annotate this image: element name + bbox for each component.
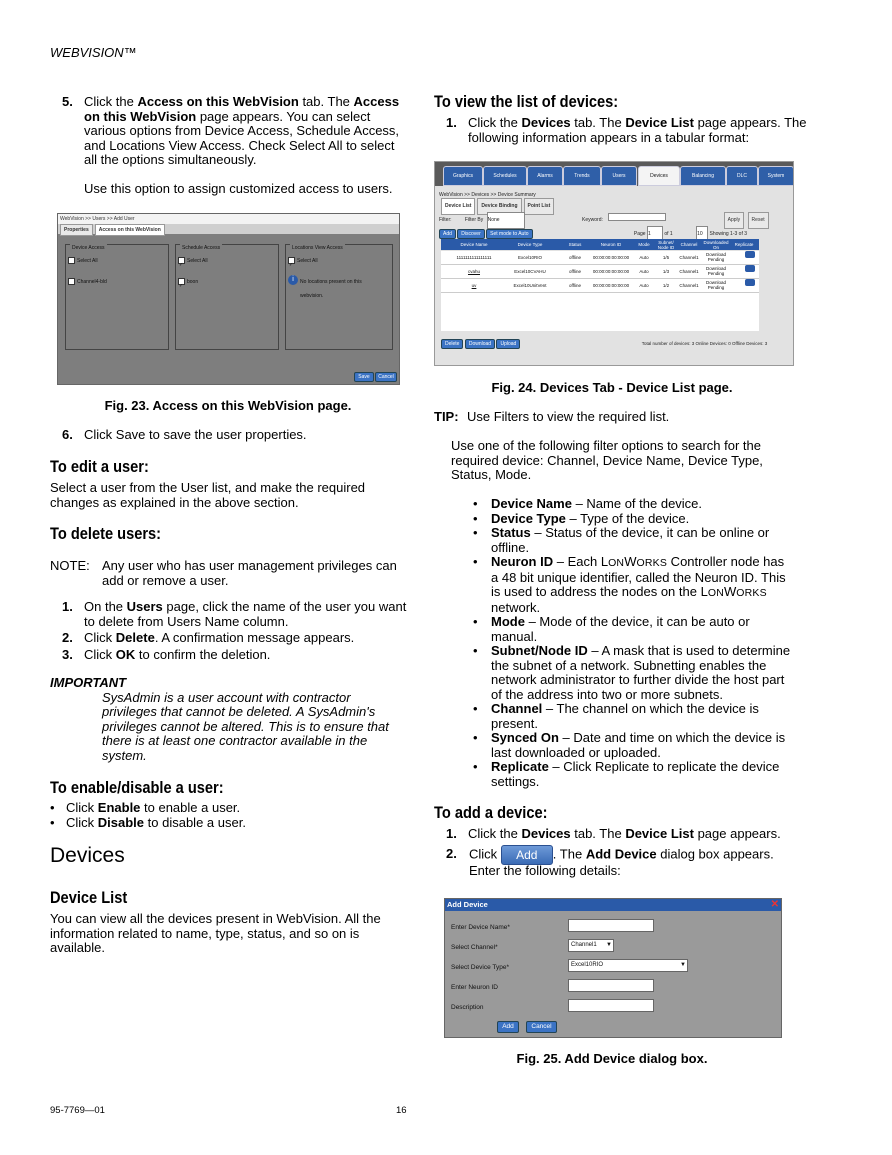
fig25-caption: Fig. 25. Add Device dialog box. xyxy=(516,1051,708,1066)
fig23-caption: Fig. 23. Access on this WebVision page. xyxy=(104,398,352,413)
footer-doc-id: 95-7769—01 xyxy=(50,1105,105,1116)
field-label: Select Device Type* xyxy=(451,964,510,971)
info-text: No locations present on this webvision. xyxy=(300,278,362,299)
table-cell: Excel10UnitVent xyxy=(513,283,547,288)
table-cell: 1/5 xyxy=(662,255,670,260)
group-legend: Device Access xyxy=(70,241,107,256)
column-header[interactable]: Mode xyxy=(638,242,650,247)
save-button[interactable]: Save xyxy=(354,372,374,382)
step-text: . The Add Device dialog box appears. xyxy=(552,846,774,862)
fig24-screenshot xyxy=(434,161,794,366)
list-item: • Synced On – Date and time on which the device is last downloaded or uploaded. xyxy=(473,731,793,760)
page-of: of 1 xyxy=(664,231,673,237)
footer-page-number: 16 xyxy=(396,1105,407,1116)
checkbox[interactable] xyxy=(68,278,75,285)
table-cell: Auto xyxy=(639,283,649,288)
delete-note xyxy=(50,559,410,588)
checkbox[interactable]: ✓ xyxy=(178,257,185,264)
dialog-add-button[interactable]: Add xyxy=(497,1021,519,1033)
checkbox-label: boon xyxy=(187,278,199,285)
tab-balancing[interactable]: Balancing xyxy=(680,166,726,186)
device-list-text: You can view all the devices present in WebVision. All the information related to name, type, status, and so on is available. xyxy=(50,911,381,955)
step-5-text: Click the Access on this WebVision tab. The Access on this WebVision page appears. You can select various options from Device Access, Schedule Access, and Locations View Access. Check Select All to select all the options simultaneously. xyxy=(84,94,400,167)
tab-devices[interactable]: Devices xyxy=(638,166,680,186)
step-6-text: Click Save to save the user properties. xyxy=(84,427,307,442)
important-text: SysAdmin is a user account with contractor privileges that cannot be deleted. A SysAdmin's privileges cannot be altered. This is to ensure that there is at least one contractor available in the system. xyxy=(102,689,389,763)
checkbox[interactable]: ✓ xyxy=(178,278,185,285)
checkbox-label: Select All xyxy=(297,258,318,264)
tip-text: Use Filters to view the required list. xyxy=(467,409,670,424)
page-label: Page xyxy=(633,231,646,237)
table-cell: Excel10RIO xyxy=(517,255,542,260)
add-device-dialog xyxy=(444,898,782,1038)
checkbox-label: Select All xyxy=(77,258,98,264)
checkbox[interactable] xyxy=(68,257,75,264)
list-item: • Device Name – Name of the device. xyxy=(473,497,793,512)
upload-button[interactable]: Upload xyxy=(496,339,520,349)
dialog-title xyxy=(445,899,781,911)
page-input[interactable]: 1 xyxy=(647,226,663,243)
group-legend: Schedule Access xyxy=(180,241,222,256)
schedule-access-group xyxy=(175,244,279,350)
subtab-device-binding[interactable]: Device Binding xyxy=(477,198,521,215)
column-header[interactable]: Device Type xyxy=(517,242,543,247)
step-number: 1. xyxy=(62,599,73,614)
device-totals: Total number of devices: 3 Online Devices: 0 Offline Devices: 3 xyxy=(641,341,768,346)
device-access-group xyxy=(65,244,169,350)
step-number: 2. xyxy=(446,846,457,862)
subtab-device-list[interactable]: Device List xyxy=(441,198,475,215)
enable-user-list xyxy=(50,801,390,830)
tip-label: TIP: xyxy=(434,409,459,424)
table-cell: Channel1 xyxy=(679,283,699,288)
view-devices-step xyxy=(434,116,828,145)
step-text: Click OK to confirm the deletion. xyxy=(84,646,271,662)
table-cell[interactable]: cvahu xyxy=(467,269,480,274)
delete-button[interactable]: Delete xyxy=(441,339,463,349)
list-item: • Channel – The channel on which the device is present. xyxy=(473,702,793,731)
table-cell: Auto xyxy=(639,255,649,260)
pager xyxy=(634,231,747,237)
enable-user-heading: To enable/disable a user: xyxy=(50,778,224,797)
table-cell: Auto xyxy=(639,269,649,274)
field-label: Description xyxy=(451,1004,484,1011)
table-cell: 00:00:00:00:00:00 xyxy=(592,283,630,288)
note-label: NOTE: xyxy=(50,558,90,573)
breadcrumb: WebVision >> Devices >> Device Summary xyxy=(439,192,536,198)
channel-select[interactable] xyxy=(568,939,614,952)
checkbox-row[interactable] xyxy=(68,275,168,290)
filter-by-label: Filter By xyxy=(464,217,484,223)
device-list-heading: Device List xyxy=(50,888,128,907)
table-cell: offline xyxy=(569,283,581,288)
field-label: Enter Neuron ID xyxy=(451,984,498,991)
fig24-caption: Fig. 24. Devices Tab - Device List page. xyxy=(491,380,733,395)
list-item: • Neuron ID – Each LONWORKS Controller node has a 48 bit unique identifier, called the Neuron ID. This is used to address the nodes on the LONWORKS network. xyxy=(473,555,793,615)
step-number: 6. xyxy=(62,427,73,442)
edit-user-heading: To edit a user: xyxy=(50,457,149,476)
step-number: 2. xyxy=(62,630,73,645)
table-row[interactable] xyxy=(441,251,759,265)
device-name-input[interactable] xyxy=(568,919,654,932)
tab-properties[interactable]: Properties xyxy=(60,224,93,236)
table-cell: Download Pending xyxy=(705,280,726,290)
keyword-input[interactable] xyxy=(608,213,666,221)
table-cell: Download Pending xyxy=(705,252,726,262)
dialog-title-text: Add Device xyxy=(447,900,488,909)
add-device-heading: To add a device: xyxy=(434,803,548,822)
step-5-note: Use this option to assign customized access to users. xyxy=(84,180,393,196)
column-header[interactable]: Neuron ID xyxy=(600,242,622,247)
checkbox-row[interactable] xyxy=(178,254,278,269)
list-item: • Click Enable to enable a user. xyxy=(50,801,390,816)
info-message xyxy=(292,275,364,304)
info-icon: i xyxy=(288,275,298,285)
table-empty-area xyxy=(441,293,759,331)
table-cell[interactable]: 1111111111111111 xyxy=(456,255,492,260)
table-cell: offline xyxy=(569,269,581,274)
delete-step xyxy=(50,600,412,629)
add-button[interactable]: Add xyxy=(439,229,456,239)
fig23-screenshot xyxy=(57,213,400,385)
column-header[interactable]: Channel xyxy=(680,242,698,247)
table-cell: Channel1 xyxy=(679,269,699,274)
column-header[interactable]: Status xyxy=(568,242,582,247)
step-number: 5. xyxy=(62,94,73,109)
column-header[interactable]: Subnet/ Node ID xyxy=(657,240,675,250)
table-row[interactable] xyxy=(441,265,759,279)
important-block xyxy=(50,676,410,763)
chevron-down-icon: ▼ xyxy=(606,942,612,948)
checkbox-row[interactable] xyxy=(178,275,278,290)
showing-label: Showing 1-3 of 3 xyxy=(709,231,748,237)
delete-step xyxy=(50,631,412,646)
chevron-down-icon: ▼ xyxy=(680,962,686,968)
left-column xyxy=(50,90,410,196)
step-number: 1. xyxy=(446,826,457,841)
note-text: Any user who has user management privileges can add or remove a user. xyxy=(102,558,397,588)
locations-view-group xyxy=(285,244,393,350)
step-5 xyxy=(50,95,410,168)
tab-alarms[interactable]: Alarms xyxy=(527,166,563,186)
list-item: • Status – Status of the device, it can be online or offline. xyxy=(473,526,793,555)
tab-graphics[interactable]: Graphics xyxy=(443,166,483,186)
description-input[interactable] xyxy=(568,999,654,1012)
view-devices-heading: To view the list of devices: xyxy=(434,92,619,111)
tip-line xyxy=(434,410,794,425)
checkbox-label: Channel4-bld xyxy=(77,278,107,285)
tab-trends[interactable]: Trends xyxy=(563,166,601,186)
column-header[interactable]: Replicate xyxy=(734,242,754,247)
edit-user-text: Select a user from the User list, and make the required changes as explained in the above section. xyxy=(50,480,366,510)
step-text: Click the Devices tab. The Device List page appears. xyxy=(468,826,781,841)
add-device-step-1 xyxy=(434,827,828,842)
table-cell: offline xyxy=(569,255,581,260)
filter-options-list xyxy=(473,497,793,789)
table-cell: Excel10CVAHU xyxy=(514,269,546,274)
filter-label: Filter: xyxy=(439,217,452,223)
checkbox-row[interactable] xyxy=(288,254,392,269)
tab-strip xyxy=(58,224,399,234)
tab-users[interactable]: Users xyxy=(601,166,637,186)
step-text: Click the Devices tab. The Device List page appears. The following information appears in a tabular format: xyxy=(468,115,807,145)
subtab-point-list[interactable]: Point List xyxy=(524,198,555,215)
column-header[interactable]: Downloaded On xyxy=(703,240,729,250)
apply-button[interactable]: Apply xyxy=(724,212,745,229)
neuron-id-input[interactable] xyxy=(568,979,654,992)
list-item: • Click Disable to disable a user. xyxy=(50,816,390,831)
reset-button[interactable]: Reset xyxy=(748,212,769,229)
step-number: 1. xyxy=(446,115,457,130)
step-number: 3. xyxy=(62,646,73,662)
list-item: • Device Type – Type of the device. xyxy=(473,512,793,527)
table-cell: 00:00:00:00:00:00 xyxy=(592,269,630,274)
checkbox-row[interactable] xyxy=(68,254,168,269)
download-button[interactable]: Download xyxy=(465,339,495,349)
device-type-select[interactable] xyxy=(568,959,688,972)
tab-dlc[interactable]: DLC xyxy=(726,166,758,186)
step-text: Click Delete. A confirmation message appears. xyxy=(84,630,355,645)
field-label: Enter Device Name* xyxy=(451,924,510,931)
devices-heading: Devices xyxy=(50,844,125,867)
table-header xyxy=(441,239,759,250)
table-cell: Channel1 xyxy=(679,255,699,260)
close-icon[interactable]: ✕ xyxy=(770,899,779,910)
breadcrumb: WebVision >> Users >> Add User xyxy=(58,214,399,224)
group-legend: Locations View Access xyxy=(290,241,345,256)
table-cell: 00:00:00:00:00:00 xyxy=(592,255,630,260)
bottom-row xyxy=(441,337,781,352)
tab-system[interactable]: System xyxy=(758,166,794,186)
filter-select[interactable]: None xyxy=(487,212,525,229)
delete-steps xyxy=(50,600,412,662)
tab-access[interactable]: Access on this WebVision xyxy=(95,224,165,236)
step-text: Click xyxy=(469,846,498,862)
dialog-cancel-button[interactable]: Cancel xyxy=(526,1021,557,1033)
step-6 xyxy=(50,428,444,443)
table-cell: 1/3 xyxy=(662,269,670,274)
column-header[interactable]: Device Name xyxy=(460,242,488,247)
add-device-step-2 xyxy=(446,845,796,879)
discover-button[interactable]: Discover xyxy=(457,229,484,239)
set-auto-button[interactable]: Set mode to Auto xyxy=(486,229,532,239)
running-header: WEBVISION™ xyxy=(50,45,137,60)
list-item: • Mode – Mode of the device, it can be auto or manual. xyxy=(473,615,793,644)
delete-users-heading: To delete users: xyxy=(50,524,162,543)
keyword-label: Keyword: xyxy=(582,217,603,223)
channel-value: Channel1 xyxy=(571,942,597,948)
table-row[interactable] xyxy=(441,279,759,293)
cancel-button[interactable]: Cancel xyxy=(375,372,397,382)
tip-para: Use one of the following filter options to search for the required device: Channel, Device Name, Device Type, Status, Mode. xyxy=(451,438,763,482)
table-cell: 1/2 xyxy=(662,283,670,288)
tab-schedules[interactable]: Schedules xyxy=(483,166,527,186)
list-item: • Replicate – Click Replicate to replicate the device settings. xyxy=(473,760,793,789)
step-text-line2: Enter the following details: xyxy=(469,863,621,878)
field-label: Select Channel* xyxy=(451,944,498,951)
list-item: • Subnet/Node ID – A mask that is used to determine the subnet of a network. Subnetting enables the network administrator to further divide the host part of the address into two or more subnets. xyxy=(473,644,793,702)
table-cell[interactable]: uv xyxy=(471,283,477,288)
step-text: On the Users page, click the name of the user you want to delete from Users Name column. xyxy=(84,599,407,629)
delete-step xyxy=(50,648,412,663)
important-label: IMPORTANT xyxy=(50,675,127,690)
checkbox[interactable]: ✓ xyxy=(288,257,295,264)
checkbox-label: Select All xyxy=(187,258,208,264)
type-value: Excel10RIO xyxy=(571,962,604,968)
table-cell: Download Pending xyxy=(705,266,726,276)
add-button-inline: Add xyxy=(501,845,553,865)
per-page-input[interactable]: 10 xyxy=(696,226,708,243)
main-tab-strip xyxy=(435,162,793,186)
